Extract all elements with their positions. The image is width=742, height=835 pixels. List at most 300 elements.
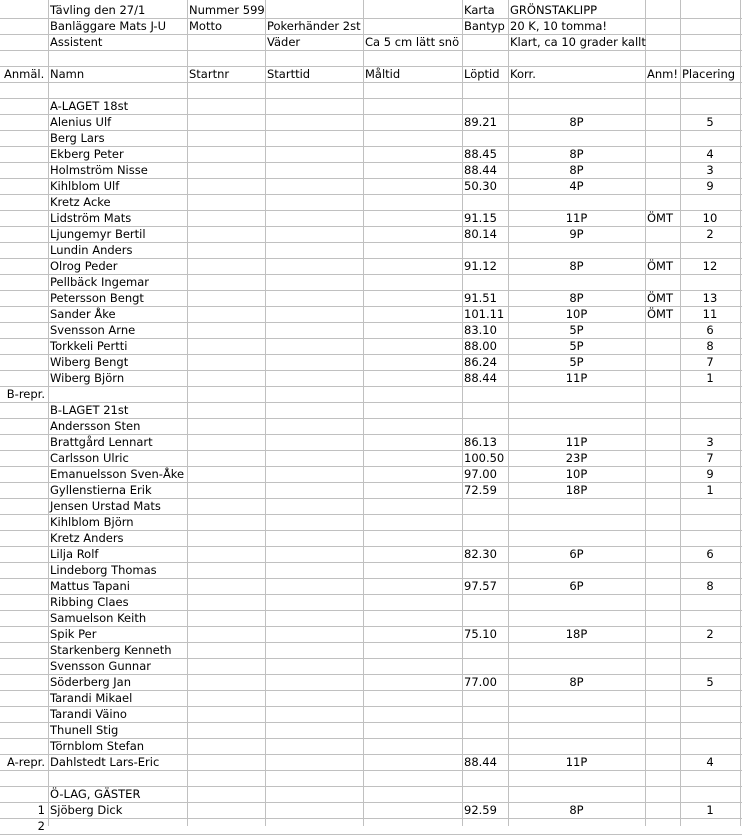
controls-cell[interactable]: 5P xyxy=(569,355,584,369)
runtime-cell[interactable]: 100.50 xyxy=(464,451,505,465)
remark-cell[interactable] xyxy=(645,275,682,290)
entry-cell[interactable] xyxy=(0,371,48,386)
entry-cell[interactable] xyxy=(0,339,48,354)
placing-cell[interactable]: 3 xyxy=(706,435,714,449)
remark-cell[interactable] xyxy=(645,147,682,162)
remark-cell[interactable] xyxy=(645,387,682,402)
name-cell[interactable]: Wiberg Björn xyxy=(50,371,125,385)
runtime-cell[interactable]: 75.10 xyxy=(464,627,497,641)
remark-cell[interactable] xyxy=(645,515,682,530)
runtime-cell[interactable]: 88.44 xyxy=(464,163,497,177)
remark-cell[interactable] xyxy=(645,723,682,738)
remark-cell[interactable] xyxy=(645,403,682,418)
controls-cell[interactable] xyxy=(508,595,645,610)
entry-cell[interactable] xyxy=(0,723,48,738)
entry-cell[interactable] xyxy=(0,307,48,322)
placing-cell[interactable] xyxy=(680,595,740,610)
entry-cell[interactable] xyxy=(0,787,48,802)
name-cell[interactable]: Alenius Ulf xyxy=(50,115,112,129)
entry-cell[interactable]: A-repr. xyxy=(7,755,45,769)
controls-cell[interactable]: 8P xyxy=(569,147,584,161)
entry-cell[interactable] xyxy=(0,147,48,162)
runtime-cell[interactable] xyxy=(462,195,510,210)
runtime-cell[interactable]: 88.44 xyxy=(464,371,497,385)
controls-cell[interactable] xyxy=(508,419,645,434)
controls-cell[interactable]: 8P xyxy=(569,675,584,689)
runtime-cell[interactable] xyxy=(462,723,510,738)
runtime-cell[interactable] xyxy=(462,403,510,418)
placing-cell[interactable] xyxy=(680,611,740,626)
controls-cell[interactable] xyxy=(508,691,645,706)
controls-cell[interactable] xyxy=(508,99,645,114)
remark-cell[interactable] xyxy=(645,419,682,434)
remark-cell[interactable] xyxy=(645,83,682,98)
controls-cell[interactable] xyxy=(508,771,645,786)
remark-cell[interactable] xyxy=(645,691,682,706)
placing-cell[interactable]: 1 xyxy=(706,483,714,497)
name-cell[interactable] xyxy=(48,83,189,98)
entry-cell[interactable] xyxy=(0,643,48,658)
placing-cell[interactable] xyxy=(680,99,740,114)
course-type-value-cell[interactable]: 20 K, 10 tomma! xyxy=(510,19,608,33)
entry-cell[interactable] xyxy=(0,771,48,786)
motto-value-cell[interactable]: Pokerhänder 2st xyxy=(267,19,361,33)
name-cell[interactable]: Thunell Stig xyxy=(50,723,119,737)
controls-cell[interactable]: 8P xyxy=(569,163,584,177)
remark-cell[interactable] xyxy=(645,675,682,690)
col-header-maltid[interactable]: Måltid xyxy=(365,67,401,81)
entry-cell[interactable] xyxy=(0,403,48,418)
entry-cell[interactable] xyxy=(0,675,48,690)
placing-cell[interactable]: 6 xyxy=(706,547,714,561)
name-cell[interactable]: Kretz Acke xyxy=(50,195,111,209)
runtime-cell[interactable] xyxy=(462,643,510,658)
controls-cell[interactable] xyxy=(508,387,645,402)
runtime-cell[interactable]: 82.30 xyxy=(464,547,497,561)
runtime-cell[interactable]: 77.00 xyxy=(464,675,497,689)
remark-cell[interactable] xyxy=(645,467,682,482)
placing-cell[interactable]: 2 xyxy=(706,227,714,241)
placing-cell[interactable]: 7 xyxy=(706,355,714,369)
course-type-label-cell[interactable]: Bantyp xyxy=(464,19,505,33)
placing-cell[interactable]: 12 xyxy=(702,259,718,273)
entry-cell[interactable] xyxy=(0,515,48,530)
name-cell[interactable]: Samuelson Keith xyxy=(50,611,147,625)
remark-cell[interactable] xyxy=(645,579,682,594)
controls-cell[interactable] xyxy=(508,643,645,658)
name-cell[interactable]: Gyllenstierna Erik xyxy=(50,483,152,497)
name-cell[interactable]: Lilja Rolf xyxy=(50,547,99,561)
entry-cell[interactable] xyxy=(0,563,48,578)
controls-cell[interactable]: 11P xyxy=(565,435,588,449)
entry-cell[interactable] xyxy=(0,483,48,498)
col-header-korr[interactable]: Korr. xyxy=(510,67,536,81)
remark-cell[interactable]: ÖMT xyxy=(647,211,673,225)
entry-cell[interactable] xyxy=(0,291,48,306)
runtime-cell[interactable] xyxy=(462,707,510,722)
runtime-cell[interactable]: 88.44 xyxy=(464,755,497,769)
name-cell[interactable]: Emanuelsson Sven-Åke xyxy=(50,467,185,481)
controls-cell[interactable] xyxy=(508,707,645,722)
controls-cell[interactable]: 6P xyxy=(569,547,584,561)
name-cell[interactable]: A-LAGET 18st xyxy=(50,99,129,113)
motto-label-cell[interactable]: Motto xyxy=(189,19,223,33)
name-cell[interactable]: Tarandi Mikael xyxy=(50,691,133,705)
entry-cell[interactable] xyxy=(0,83,48,98)
name-cell[interactable]: Kretz Anders xyxy=(50,531,124,545)
number-cell[interactable]: Nummer 599 xyxy=(189,3,265,17)
remark-cell[interactable] xyxy=(645,819,682,834)
controls-cell[interactable]: 18P xyxy=(565,627,588,641)
remark-cell[interactable] xyxy=(645,435,682,450)
entry-cell[interactable] xyxy=(0,195,48,210)
placing-cell[interactable] xyxy=(680,739,740,754)
placing-cell[interactable] xyxy=(680,419,740,434)
placing-cell[interactable]: 6 xyxy=(706,323,714,337)
controls-cell[interactable]: 5P xyxy=(569,339,584,353)
placing-cell[interactable]: 4 xyxy=(706,755,714,769)
controls-cell[interactable] xyxy=(508,787,645,802)
runtime-cell[interactable]: 72.59 xyxy=(464,483,497,497)
entry-cell[interactable] xyxy=(0,531,48,546)
entry-cell[interactable] xyxy=(0,419,48,434)
placing-cell[interactable] xyxy=(680,563,740,578)
controls-cell[interactable] xyxy=(508,739,645,754)
col-header-loptid[interactable]: Löptid xyxy=(464,67,500,81)
runtime-cell[interactable] xyxy=(462,83,510,98)
entry-cell[interactable] xyxy=(0,323,48,338)
controls-cell[interactable] xyxy=(508,275,645,290)
controls-cell[interactable]: 11P xyxy=(565,371,588,385)
controls-cell[interactable]: 8P xyxy=(569,291,584,305)
controls-cell[interactable]: 10P xyxy=(565,307,588,321)
controls-cell[interactable] xyxy=(508,819,645,834)
controls-cell[interactable]: 23P xyxy=(565,451,588,465)
placing-cell[interactable] xyxy=(680,707,740,722)
remark-cell[interactable] xyxy=(645,227,682,242)
name-cell[interactable]: Pellbäck Ingemar xyxy=(50,275,150,289)
controls-cell[interactable]: 6P xyxy=(569,579,584,593)
name-cell[interactable]: Berg Lars xyxy=(50,131,105,145)
controls-cell[interactable]: 5P xyxy=(569,323,584,337)
name-cell[interactable]: Svensson Arne xyxy=(50,323,136,337)
placing-cell[interactable] xyxy=(680,787,740,802)
competition-cell[interactable]: Tävling den 27/1 xyxy=(50,3,146,17)
placing-cell[interactable]: 9 xyxy=(706,179,714,193)
placing-cell[interactable] xyxy=(680,275,740,290)
runtime-cell[interactable]: 101.11 xyxy=(464,307,505,321)
name-cell[interactable] xyxy=(48,387,189,402)
placing-cell[interactable]: 7 xyxy=(706,451,714,465)
runtime-cell[interactable] xyxy=(462,595,510,610)
name-cell[interactable]: Torkkeli Pertti xyxy=(50,339,128,353)
entry-cell[interactable]: B-repr. xyxy=(6,387,45,401)
name-cell[interactable]: Ribbing Claes xyxy=(50,595,129,609)
name-cell[interactable]: Spik Per xyxy=(50,627,97,641)
controls-cell[interactable]: 11P xyxy=(565,755,588,769)
placing-cell[interactable]: 10 xyxy=(702,211,718,225)
entry-cell[interactable] xyxy=(0,707,48,722)
placing-cell[interactable]: 3 xyxy=(706,163,714,177)
weather-extra-cell[interactable]: Klart, ca 10 grader kallt xyxy=(510,35,646,49)
remark-cell[interactable] xyxy=(645,483,682,498)
name-cell[interactable]: Mattus Tapani xyxy=(50,579,130,593)
runtime-cell[interactable]: 91.12 xyxy=(464,259,497,273)
remark-cell[interactable] xyxy=(645,99,682,114)
remark-cell[interactable] xyxy=(645,611,682,626)
remark-cell[interactable] xyxy=(645,131,682,146)
placing-cell[interactable] xyxy=(680,515,740,530)
remark-cell[interactable] xyxy=(645,371,682,386)
controls-cell[interactable] xyxy=(508,563,645,578)
placing-cell[interactable] xyxy=(680,83,740,98)
controls-cell[interactable]: 8P xyxy=(569,259,584,273)
runtime-cell[interactable]: 86.24 xyxy=(464,355,497,369)
controls-cell[interactable] xyxy=(508,531,645,546)
controls-cell[interactable] xyxy=(508,195,645,210)
remark-cell[interactable] xyxy=(645,547,682,562)
entry-cell[interactable]: 1 xyxy=(37,803,45,817)
placing-cell[interactable]: 8 xyxy=(706,339,714,353)
entry-cell[interactable] xyxy=(0,243,48,258)
runtime-cell[interactable] xyxy=(462,563,510,578)
placing-cell[interactable] xyxy=(680,243,740,258)
controls-cell[interactable]: 4P xyxy=(569,179,584,193)
placing-cell[interactable]: 5 xyxy=(706,115,714,129)
remark-cell[interactable] xyxy=(645,739,682,754)
placing-cell[interactable] xyxy=(680,387,740,402)
controls-cell[interactable] xyxy=(508,403,645,418)
map-label-cell[interactable]: Karta xyxy=(464,3,495,17)
placing-cell[interactable] xyxy=(680,819,740,834)
controls-cell[interactable] xyxy=(508,83,645,98)
name-cell[interactable]: Kihlblom Ulf xyxy=(50,179,120,193)
name-cell[interactable]: Jensen Urstad Mats xyxy=(50,499,161,513)
assistant-cell[interactable]: Assistent xyxy=(50,35,103,49)
name-cell[interactable]: Sjöberg Dick xyxy=(50,803,123,817)
entry-cell[interactable] xyxy=(0,227,48,242)
runtime-cell[interactable] xyxy=(462,387,510,402)
placing-cell[interactable]: 8 xyxy=(706,579,714,593)
course-setter-cell[interactable]: Banläggare Mats J-U xyxy=(50,19,166,33)
entry-cell[interactable] xyxy=(0,627,48,642)
entry-cell[interactable] xyxy=(0,355,48,370)
remark-cell[interactable] xyxy=(645,755,682,770)
placing-cell[interactable]: 9 xyxy=(706,467,714,481)
entry-cell[interactable] xyxy=(0,99,48,114)
entry-cell[interactable] xyxy=(0,131,48,146)
name-cell[interactable]: Olrog Peder xyxy=(50,259,118,273)
remark-cell[interactable]: ÖMT xyxy=(647,307,673,321)
controls-cell[interactable] xyxy=(508,659,645,674)
col-header-starttid[interactable]: Starttid xyxy=(267,67,311,81)
runtime-cell[interactable]: 92.59 xyxy=(464,803,497,817)
col-header-anmal[interactable]: Anmäl. xyxy=(4,67,45,81)
controls-cell[interactable]: 11P xyxy=(565,211,588,225)
runtime-cell[interactable]: 97.57 xyxy=(464,579,497,593)
entry-cell[interactable] xyxy=(0,211,48,226)
remark-cell[interactable] xyxy=(645,323,682,338)
name-cell[interactable]: B-LAGET 21st xyxy=(50,403,129,417)
runtime-cell[interactable]: 88.00 xyxy=(464,339,497,353)
runtime-cell[interactable] xyxy=(462,515,510,530)
entry-cell[interactable] xyxy=(0,499,48,514)
controls-cell[interactable] xyxy=(508,499,645,514)
name-cell[interactable]: Lindeborg Thomas xyxy=(50,563,157,577)
controls-cell[interactable]: 9P xyxy=(569,227,584,241)
remark-cell[interactable] xyxy=(645,195,682,210)
entry-cell[interactable] xyxy=(0,547,48,562)
name-cell[interactable]: Starkenberg Kenneth xyxy=(50,643,172,657)
name-cell[interactable]: Petersson Bengt xyxy=(50,291,144,305)
placing-cell[interactable] xyxy=(680,723,740,738)
entry-cell[interactable] xyxy=(0,451,48,466)
name-cell[interactable]: Ö-LAG, GÄSTER xyxy=(50,787,141,801)
entry-cell[interactable] xyxy=(0,259,48,274)
name-cell[interactable]: Kihlblom Björn xyxy=(50,515,134,529)
runtime-cell[interactable] xyxy=(462,611,510,626)
col-header-placering[interactable]: Placering xyxy=(682,67,736,81)
remark-cell[interactable] xyxy=(645,339,682,354)
entry-cell[interactable] xyxy=(0,467,48,482)
remark-cell[interactable] xyxy=(645,163,682,178)
runtime-cell[interactable] xyxy=(462,691,510,706)
placing-cell[interactable] xyxy=(680,195,740,210)
remark-cell[interactable] xyxy=(645,707,682,722)
placing-cell[interactable]: 1 xyxy=(706,803,714,817)
col-header-startnr[interactable]: Startnr xyxy=(189,67,230,81)
entry-cell[interactable] xyxy=(0,611,48,626)
runtime-cell[interactable] xyxy=(462,499,510,514)
entry-cell[interactable] xyxy=(0,595,48,610)
controls-cell[interactable]: 10P xyxy=(565,467,588,481)
entry-cell[interactable] xyxy=(0,739,48,754)
remark-cell[interactable] xyxy=(645,643,682,658)
placing-cell[interactable] xyxy=(680,659,740,674)
runtime-cell[interactable] xyxy=(462,659,510,674)
runtime-cell[interactable] xyxy=(462,771,510,786)
entry-cell[interactable] xyxy=(0,275,48,290)
name-cell[interactable]: Ekberg Peter xyxy=(50,147,124,161)
name-cell[interactable] xyxy=(48,771,189,786)
placing-cell[interactable]: 2 xyxy=(706,627,714,641)
remark-cell[interactable] xyxy=(645,451,682,466)
runtime-cell[interactable] xyxy=(462,275,510,290)
name-cell[interactable]: Söderberg Jan xyxy=(50,675,132,689)
remark-cell[interactable] xyxy=(645,595,682,610)
name-cell[interactable]: Sander Åke xyxy=(50,307,116,321)
runtime-cell[interactable] xyxy=(462,787,510,802)
remark-cell[interactable] xyxy=(645,627,682,642)
placing-cell[interactable]: 4 xyxy=(706,147,714,161)
runtime-cell[interactable] xyxy=(462,419,510,434)
remark-cell[interactable] xyxy=(645,499,682,514)
name-cell[interactable]: Törnblom Stefan xyxy=(50,739,145,753)
runtime-cell[interactable] xyxy=(462,131,510,146)
controls-cell[interactable] xyxy=(508,723,645,738)
name-cell[interactable] xyxy=(48,819,189,834)
entry-cell[interactable] xyxy=(0,579,48,594)
name-cell[interactable]: Carlsson Ulric xyxy=(50,451,129,465)
placing-cell[interactable]: 5 xyxy=(706,675,714,689)
placing-cell[interactable] xyxy=(680,131,740,146)
name-cell[interactable]: Brattgård Lennart xyxy=(50,435,153,449)
controls-cell[interactable] xyxy=(508,243,645,258)
remark-cell[interactable] xyxy=(645,803,682,818)
remark-cell[interactable] xyxy=(645,115,682,130)
placing-cell[interactable] xyxy=(680,499,740,514)
placing-cell[interactable]: 11 xyxy=(702,307,718,321)
name-cell[interactable]: Ljungemyr Bertil xyxy=(50,227,146,241)
name-cell[interactable]: Lundin Anders xyxy=(50,243,133,257)
entry-cell[interactable] xyxy=(0,659,48,674)
runtime-cell[interactable]: 88.45 xyxy=(464,147,497,161)
runtime-cell[interactable]: 97.00 xyxy=(464,467,497,481)
controls-cell[interactable]: 18P xyxy=(565,483,588,497)
runtime-cell[interactable] xyxy=(462,243,510,258)
runtime-cell[interactable] xyxy=(462,531,510,546)
entry-cell[interactable] xyxy=(0,435,48,450)
remark-cell[interactable] xyxy=(645,787,682,802)
controls-cell[interactable]: 8P xyxy=(569,115,584,129)
name-cell[interactable]: Dahlstedt Lars-Eric xyxy=(50,755,160,769)
runtime-cell[interactable]: 91.15 xyxy=(464,211,497,225)
entry-cell[interactable]: 2 xyxy=(37,819,45,833)
remark-cell[interactable] xyxy=(645,563,682,578)
runtime-cell[interactable] xyxy=(462,99,510,114)
col-header-anm[interactable]: Anm! xyxy=(647,67,678,81)
remark-cell[interactable] xyxy=(645,179,682,194)
runtime-cell[interactable]: 83.10 xyxy=(464,323,497,337)
remark-cell[interactable] xyxy=(645,531,682,546)
runtime-cell[interactable]: 91.51 xyxy=(464,291,497,305)
weather-label-cell[interactable]: Väder xyxy=(267,35,301,49)
remark-cell[interactable]: ÖMT xyxy=(647,291,673,305)
name-cell[interactable]: Andersson Sten xyxy=(50,419,141,433)
controls-cell[interactable] xyxy=(508,131,645,146)
runtime-cell[interactable]: 80.14 xyxy=(464,227,497,241)
map-value-cell[interactable]: GRÖNSTAKLIPP xyxy=(510,3,598,17)
placing-cell[interactable] xyxy=(680,771,740,786)
name-cell[interactable]: Svensson Gunnar xyxy=(50,659,151,673)
col-header-namn[interactable]: Namn xyxy=(50,67,85,81)
name-cell[interactable]: Wiberg Bengt xyxy=(50,355,129,369)
remark-cell[interactable] xyxy=(645,355,682,370)
entry-cell[interactable] xyxy=(0,691,48,706)
runtime-cell[interactable] xyxy=(462,739,510,754)
name-cell[interactable]: Holmström Nisse xyxy=(50,163,148,177)
remark-cell[interactable]: ÖMT xyxy=(647,259,673,273)
name-cell[interactable]: Lidström Mats xyxy=(50,211,132,225)
remark-cell[interactable] xyxy=(645,771,682,786)
entry-cell[interactable] xyxy=(0,179,48,194)
entry-cell[interactable] xyxy=(0,163,48,178)
controls-cell[interactable] xyxy=(508,515,645,530)
remark-cell[interactable] xyxy=(645,659,682,674)
controls-cell[interactable] xyxy=(508,611,645,626)
placing-cell[interactable]: 13 xyxy=(702,291,718,305)
placing-cell[interactable] xyxy=(680,643,740,658)
runtime-cell[interactable]: 50.30 xyxy=(464,179,497,193)
runtime-cell[interactable]: 89.21 xyxy=(464,115,497,129)
runtime-cell[interactable]: 86.13 xyxy=(464,435,497,449)
placing-cell[interactable] xyxy=(680,691,740,706)
placing-cell[interactable] xyxy=(680,403,740,418)
weather-value-cell[interactable]: Ca 5 cm lätt snö xyxy=(365,35,460,49)
placing-cell[interactable]: 1 xyxy=(706,371,714,385)
entry-cell[interactable] xyxy=(0,115,48,130)
placing-cell[interactable] xyxy=(680,531,740,546)
